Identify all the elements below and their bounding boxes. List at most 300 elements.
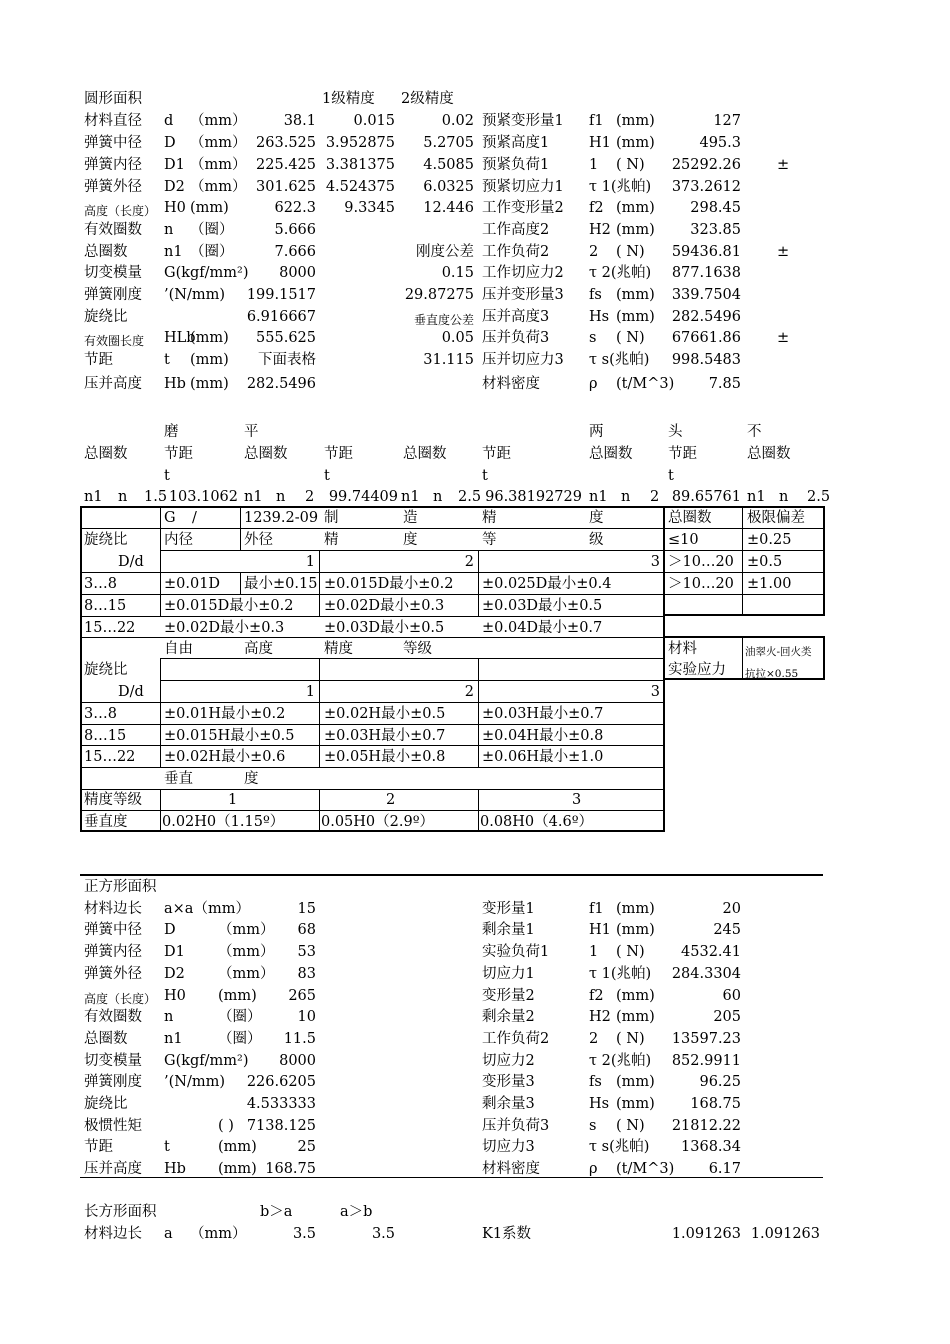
pitch-label: 节距 bbox=[164, 446, 193, 462]
param-label: 压并高度 bbox=[84, 376, 142, 392]
load-value: 4532.41 bbox=[681, 944, 741, 960]
load-label: 变形量2 bbox=[482, 988, 535, 1004]
load-unit: (mm) bbox=[616, 922, 655, 938]
param-symbol: n bbox=[164, 1009, 174, 1025]
tol-hdr: 造 bbox=[403, 510, 418, 526]
grade2-value: 垂直度公差 bbox=[413, 313, 474, 327]
load-label: 变形量3 bbox=[482, 1074, 535, 1090]
pitch-n: n bbox=[433, 489, 443, 505]
param-symbol: D bbox=[164, 135, 176, 151]
param-value: 555.625 bbox=[256, 330, 316, 346]
load-value: 13597.23 bbox=[671, 1031, 741, 1047]
pitch-n1: n1 bbox=[401, 489, 420, 505]
diameter-tolerance: ±0.02D最小±0.3 bbox=[164, 620, 285, 636]
param-label: 压并高度 bbox=[84, 1161, 142, 1177]
pitch-n1: n1 bbox=[589, 489, 608, 505]
diameter-tolerance: ±0.04D最小±0.7 bbox=[482, 620, 603, 636]
load-unit: (mm) bbox=[616, 1096, 655, 1112]
grade-number: 1 bbox=[305, 684, 315, 700]
pitch-count: 1.5 bbox=[144, 489, 168, 505]
param-label: 节距 bbox=[84, 352, 113, 368]
tol-hdr: 级 bbox=[589, 532, 604, 548]
round-title: 圆形面积 bbox=[84, 91, 142, 107]
tol-hdr: 精 bbox=[482, 510, 497, 526]
pitch-value: 99.74409 bbox=[328, 489, 398, 505]
perp-grade-label: 精度等级 bbox=[84, 792, 142, 808]
grade2-header: 2级精度 bbox=[401, 91, 454, 107]
free-height-hdr: 自由 bbox=[164, 641, 193, 657]
load-label: 预紧变形量1 bbox=[482, 113, 564, 129]
param-value: 25 bbox=[297, 1139, 316, 1155]
grade2-value: 0.02 bbox=[441, 113, 474, 129]
height-tolerance: ±0.02H最小±0.5 bbox=[324, 706, 446, 722]
load-label: 预紧高度1 bbox=[482, 135, 550, 151]
diameter-tolerance: ±0.02D最小±0.3 bbox=[324, 598, 445, 614]
param-unit: (mm) bbox=[190, 352, 229, 368]
param-label: 弹簧外径 bbox=[84, 966, 142, 982]
load-unit: ( N) bbox=[616, 1031, 645, 1047]
load-label: 工作负荷2 bbox=[482, 1031, 550, 1047]
param-label: 有效圈长度 bbox=[84, 334, 145, 348]
load-value: 6.17 bbox=[708, 1161, 741, 1177]
tol-slash: / bbox=[192, 510, 197, 526]
load-symbol: ρ bbox=[589, 376, 598, 392]
load-unit: ( N) bbox=[616, 944, 645, 960]
k1-value: 1.091263 bbox=[750, 1226, 820, 1242]
load-value: 21812.22 bbox=[671, 1118, 741, 1134]
pitch-n: n bbox=[621, 489, 631, 505]
load-label: 压并变形量3 bbox=[482, 287, 564, 303]
pitch-n1: n1 bbox=[84, 489, 103, 505]
divider bbox=[80, 1177, 823, 1178]
load-symbol: fs bbox=[589, 1074, 602, 1090]
param-value: 265 bbox=[288, 988, 316, 1004]
load-value: 339.7504 bbox=[671, 287, 741, 303]
grade2-value: 刚度公差 bbox=[416, 244, 474, 260]
param-label: 材料直径 bbox=[84, 113, 142, 129]
param-unit: (mm) bbox=[218, 1139, 257, 1155]
rect-sym: a bbox=[164, 1226, 173, 1242]
param-symbol: D1 bbox=[164, 944, 185, 960]
pitch-t: t bbox=[164, 468, 170, 484]
pitch-h1: 不 bbox=[747, 424, 762, 440]
load-label: 压并负荷3 bbox=[482, 330, 550, 346]
limit-value: ±0.25 bbox=[747, 532, 792, 548]
param-value: 10 bbox=[297, 1009, 316, 1025]
load-value: 205 bbox=[713, 1009, 741, 1025]
load-value: 168.75 bbox=[690, 1096, 741, 1112]
param-label: 节距 bbox=[84, 1139, 113, 1155]
load-value: 25292.26 bbox=[671, 157, 741, 173]
tol-hdr: 度 bbox=[403, 532, 418, 548]
perp-label: 垂直度 bbox=[84, 814, 128, 830]
load-value: 877.1638 bbox=[671, 265, 741, 281]
tol-hdr: 精 bbox=[324, 532, 339, 548]
load-label: 压并切应力3 bbox=[482, 352, 564, 368]
load-value: 7.85 bbox=[708, 376, 741, 392]
tol-hdr: 度 bbox=[589, 510, 604, 526]
grade1-value: 4.524375 bbox=[325, 179, 395, 195]
pitch-t: t bbox=[482, 468, 488, 484]
pitch-label: 总圈数 bbox=[403, 446, 447, 462]
load-symbol: 2 bbox=[589, 244, 599, 260]
param-label: 极惯性矩 bbox=[84, 1118, 142, 1134]
param-label: 弹簧中径 bbox=[84, 922, 142, 938]
param-symbol: n1 bbox=[164, 1031, 183, 1047]
param-value: 下面表格 bbox=[258, 352, 316, 368]
load-label: 实验负荷1 bbox=[482, 944, 550, 960]
param-label: 旋绕比 bbox=[84, 309, 128, 325]
height-tolerance: ±0.02H最小±0.6 bbox=[164, 749, 286, 765]
perp-value: 0.02H0（1.15º） bbox=[162, 814, 285, 830]
rect-value: 3.5 bbox=[292, 1226, 316, 1242]
free-height-hdr: 精度 bbox=[324, 641, 353, 657]
param-unit: (mm) bbox=[190, 200, 229, 216]
param-unit: (mm) bbox=[190, 330, 229, 346]
spring-index-range: 15…22 bbox=[84, 620, 136, 636]
param-value: 11.5 bbox=[283, 1031, 316, 1047]
load-symbol: H2 bbox=[589, 222, 611, 238]
load-value: 245 bbox=[713, 922, 741, 938]
param-label: 切变模量 bbox=[84, 265, 142, 281]
load-label: 预紧负荷1 bbox=[482, 157, 550, 173]
limit-value: ±0.5 bbox=[747, 554, 783, 570]
load-value: 60 bbox=[722, 988, 741, 1004]
rect-unit: （mm） bbox=[190, 1226, 247, 1242]
inner-diameter-header: 内径 bbox=[164, 532, 193, 548]
diameter-tolerance: ±0.03D最小±0.5 bbox=[482, 598, 603, 614]
pitch-label: 节距 bbox=[668, 446, 697, 462]
test-stress-label: 实验应力 bbox=[668, 662, 726, 678]
diameter-tolerance: ±0.015D最小±0.2 bbox=[324, 576, 454, 592]
load-symbol: τ 1(兆帕) bbox=[589, 179, 652, 195]
param-label: 高度（长度） bbox=[84, 204, 157, 218]
pitch-n: n bbox=[118, 489, 128, 505]
param-label: 弹簧内径 bbox=[84, 944, 142, 960]
height-tolerance: ±0.01H最小±0.2 bbox=[164, 706, 286, 722]
param-value: 622.3 bbox=[274, 200, 316, 216]
spring-index-range: 3…8 bbox=[84, 706, 117, 722]
load-value: 67661.86 bbox=[671, 330, 741, 346]
grade2-value: 0.05 bbox=[441, 330, 474, 346]
rect-title: 长方形面积 bbox=[84, 1204, 157, 1220]
perp-value: 0.08H0（4.6º） bbox=[480, 814, 594, 830]
grade-number: 1 bbox=[305, 554, 315, 570]
pitch-value: 89.65761 bbox=[671, 489, 741, 505]
load-value: 96.25 bbox=[699, 1074, 741, 1090]
grade-number: 3 bbox=[650, 554, 660, 570]
param-value: 168.75 bbox=[265, 1161, 316, 1177]
dd-label: D/d bbox=[118, 684, 144, 700]
pitch-h1: 头 bbox=[668, 424, 683, 440]
square-title: 正方形面积 bbox=[84, 879, 157, 895]
param-value: 301.625 bbox=[256, 179, 316, 195]
grade2-value: 6.0325 bbox=[423, 179, 474, 195]
pitch-t: t bbox=[668, 468, 674, 484]
grade-number: 3 bbox=[650, 684, 660, 700]
param-symbol: D bbox=[164, 922, 176, 938]
tol-hdr: 等 bbox=[482, 532, 497, 548]
load-symbol: s bbox=[589, 330, 597, 346]
grade-number: 2 bbox=[464, 554, 474, 570]
param-label: 弹簧刚度 bbox=[84, 1074, 142, 1090]
load-label: 工作变形量2 bbox=[482, 200, 564, 216]
param-value: 263.525 bbox=[256, 135, 316, 151]
free-height-hdr: 等级 bbox=[403, 641, 432, 657]
param-unit: （mm） bbox=[218, 944, 275, 960]
pitch-t: t bbox=[324, 468, 330, 484]
param-unit: （mm） bbox=[218, 966, 275, 982]
param-value: 226.6205 bbox=[246, 1074, 316, 1090]
param-symbol: D2 bbox=[164, 966, 185, 982]
load-unit: (t/M^3) bbox=[616, 376, 675, 392]
load-unit: (t/M^3) bbox=[616, 1161, 675, 1177]
spring-index-range: 15…22 bbox=[84, 749, 136, 765]
param-label: 弹簧内径 bbox=[84, 157, 142, 173]
load-label: 切应力1 bbox=[482, 966, 535, 982]
load-unit: ( N) bbox=[616, 244, 645, 260]
param-value: 282.5496 bbox=[246, 376, 316, 392]
load-unit: (mm) bbox=[616, 222, 655, 238]
height-tolerance: ±0.05H最小±0.8 bbox=[324, 749, 446, 765]
tol-hdr: 制 bbox=[324, 510, 339, 526]
load-label: 预紧切应力1 bbox=[482, 179, 564, 195]
param-value: 6.916667 bbox=[246, 309, 316, 325]
grade-number: 2 bbox=[464, 684, 474, 700]
param-unit: （圈） bbox=[190, 222, 234, 238]
diameter-tolerance: ±0.025D最小±0.4 bbox=[482, 576, 612, 592]
load-label: 工作高度2 bbox=[482, 222, 550, 238]
param-symbol: ’(N/mm) bbox=[164, 1074, 225, 1090]
height-tolerance: ±0.03H最小±0.7 bbox=[324, 728, 446, 744]
load-unit: (mm) bbox=[616, 309, 655, 325]
param-label: 弹簧外径 bbox=[84, 179, 142, 195]
param-label: 弹簧中径 bbox=[84, 135, 142, 151]
load-unit: ( N) bbox=[616, 157, 645, 173]
load-symbol: τ 1(兆帕) bbox=[589, 966, 652, 982]
pitch-label: 节距 bbox=[482, 446, 511, 462]
load-symbol: s bbox=[589, 1118, 597, 1134]
param-symbol: t bbox=[164, 352, 170, 368]
param-unit: （mm） bbox=[190, 135, 247, 151]
load-symbol: τ s(兆帕) bbox=[589, 352, 650, 368]
load-unit: (mm) bbox=[616, 1074, 655, 1090]
param-unit: (mm) bbox=[218, 988, 257, 1004]
param-unit: （mm） bbox=[190, 113, 247, 129]
grade1-value: 9.3345 bbox=[344, 200, 395, 216]
pitch-label: 总圈数 bbox=[747, 446, 791, 462]
grade2-value: 29.87275 bbox=[404, 287, 474, 303]
load-label: 材料密度 bbox=[482, 376, 540, 392]
pitch-h1: 磨 bbox=[164, 424, 179, 440]
param-symbol: H0 bbox=[164, 988, 186, 1004]
grade2-value: 12.446 bbox=[423, 200, 474, 216]
load-value: 282.5496 bbox=[671, 309, 741, 325]
load-label: 工作切应力2 bbox=[482, 265, 564, 281]
load-symbol: H2 bbox=[589, 1009, 611, 1025]
load-label: 剩余量3 bbox=[482, 1096, 535, 1112]
dd-label: D/d bbox=[118, 554, 144, 570]
pitch-label: 总圈数 bbox=[244, 446, 288, 462]
pitch-count: 2 bbox=[305, 489, 315, 505]
diameter-tolerance: ±0.015D最小±0.2 bbox=[164, 598, 294, 614]
load-symbol: H1 bbox=[589, 922, 611, 938]
grade1-value: 0.015 bbox=[353, 113, 395, 129]
param-label: 有效圈数 bbox=[84, 1009, 142, 1025]
divider bbox=[80, 874, 823, 876]
tol-standard: 1239.2-09 bbox=[244, 510, 319, 526]
pitch-n: n bbox=[779, 489, 789, 505]
param-symbol: G(kgf/mm²) bbox=[164, 265, 249, 281]
pitch-label: 总圈数 bbox=[84, 446, 128, 462]
load-label: 工作负荷2 bbox=[482, 244, 550, 260]
load-unit: ( N) bbox=[616, 330, 645, 346]
tol-g: G bbox=[164, 510, 176, 526]
param-value: 8000 bbox=[279, 1053, 316, 1069]
param-value: 225.425 bbox=[256, 157, 316, 173]
load-label: 变形量1 bbox=[482, 901, 535, 917]
diameter-tolerance: 最小±0.15 bbox=[244, 576, 318, 592]
pitch-h1: 两 bbox=[589, 424, 604, 440]
load-value: 284.3304 bbox=[671, 966, 741, 982]
pitch-count: 2.5 bbox=[458, 489, 482, 505]
pitch-count: 2 bbox=[650, 489, 660, 505]
height-tolerance: ±0.04H最小±0.8 bbox=[482, 728, 604, 744]
load-label: 材料密度 bbox=[482, 1161, 540, 1177]
param-unit: （mm） bbox=[218, 922, 275, 938]
param-value: 68 bbox=[297, 922, 316, 938]
outer-diameter-header: 外径 bbox=[244, 532, 273, 548]
grade2-value: 0.15 bbox=[441, 265, 474, 281]
pitch-n1: n1 bbox=[244, 489, 263, 505]
load-value: 1368.34 bbox=[681, 1139, 741, 1155]
load-unit: (mm) bbox=[616, 1009, 655, 1025]
diameter-tolerance: ±0.03D最小±0.5 bbox=[324, 620, 445, 636]
load-value: 323.85 bbox=[690, 222, 741, 238]
plus-minus: ± bbox=[777, 157, 790, 173]
plus-minus: ± bbox=[777, 330, 790, 346]
load-label: 切应力3 bbox=[482, 1139, 535, 1155]
param-value: 7138.125 bbox=[246, 1118, 316, 1134]
free-height-hdr: 高度 bbox=[244, 641, 273, 657]
load-label: 压并高度3 bbox=[482, 309, 550, 325]
param-symbol: HLb bbox=[164, 330, 196, 346]
material-value: 油翠火-回火类 bbox=[745, 646, 812, 658]
param-value: 83 bbox=[297, 966, 316, 982]
param-unit: （圈） bbox=[218, 1009, 262, 1025]
load-symbol: H1 bbox=[589, 135, 611, 151]
param-label: 总圈数 bbox=[84, 244, 128, 260]
load-label: 压并负荷3 bbox=[482, 1118, 550, 1134]
load-label: 剩余量1 bbox=[482, 922, 535, 938]
param-label: 旋绕比 bbox=[84, 1096, 128, 1112]
param-unit: (mm) bbox=[218, 1161, 257, 1177]
load-unit: (mm) bbox=[616, 200, 655, 216]
load-symbol: τ s(兆帕) bbox=[589, 1139, 650, 1155]
pitch-n1: n1 bbox=[747, 489, 766, 505]
param-symbol: n bbox=[164, 222, 174, 238]
pitch-value: 103.1062 bbox=[168, 489, 238, 505]
total-coils-header: 总圈数 bbox=[668, 510, 712, 526]
grade1-value: 3.952875 bbox=[325, 135, 395, 151]
pitch-h1: 平 bbox=[244, 424, 259, 440]
pitch-label: 总圈数 bbox=[589, 446, 633, 462]
param-label: 高度（长度） bbox=[84, 992, 157, 1006]
param-symbol: n1 bbox=[164, 244, 183, 260]
param-symbol: d bbox=[164, 113, 174, 129]
limit-range: ≤10 bbox=[668, 532, 699, 548]
param-value: 38.1 bbox=[283, 113, 316, 129]
load-value: 298.45 bbox=[690, 200, 741, 216]
height-tolerance: ±0.03H最小±0.7 bbox=[482, 706, 604, 722]
load-value: 59436.81 bbox=[671, 244, 741, 260]
param-value: 15 bbox=[297, 901, 316, 917]
load-value: 373.2612 bbox=[671, 179, 741, 195]
param-value: 4.533333 bbox=[246, 1096, 316, 1112]
load-symbol: τ 2(兆帕) bbox=[589, 265, 652, 281]
rect-label: 材料边长 bbox=[84, 1226, 142, 1242]
load-symbol: f2 bbox=[589, 988, 604, 1004]
perp-grade: 3 bbox=[572, 792, 582, 808]
spring-index-range: 8…15 bbox=[84, 598, 127, 614]
load-symbol: f2 bbox=[589, 200, 604, 216]
limit-range: ＞10…20 bbox=[668, 576, 734, 592]
k1-value: 1.091263 bbox=[671, 1226, 741, 1242]
perp-grade: 1 bbox=[228, 792, 238, 808]
param-unit: (mm) bbox=[190, 376, 229, 392]
grade1-value: 3.381375 bbox=[325, 157, 395, 173]
load-symbol: Hs bbox=[589, 1096, 610, 1112]
load-unit: ( N) bbox=[616, 1118, 645, 1134]
load-symbol: 1 bbox=[589, 944, 599, 960]
param-label: 切变模量 bbox=[84, 1053, 142, 1069]
material-label: 材料 bbox=[668, 641, 697, 657]
grade2-value: 4.5085 bbox=[423, 157, 474, 173]
load-value: 998.5483 bbox=[671, 352, 741, 368]
load-symbol: 2 bbox=[589, 1031, 599, 1047]
param-value: 53 bbox=[297, 944, 316, 960]
load-value: 852.9911 bbox=[671, 1053, 741, 1069]
pitch-count: 2.5 bbox=[807, 489, 831, 505]
rect-value: 3.5 bbox=[371, 1226, 395, 1242]
load-value: 495.3 bbox=[699, 135, 741, 151]
load-unit: (mm) bbox=[616, 287, 655, 303]
perp-title: 垂直 bbox=[164, 771, 193, 787]
grade2-value: 31.115 bbox=[423, 352, 474, 368]
param-label: 弹簧刚度 bbox=[84, 287, 142, 303]
rect-case2: a＞b bbox=[340, 1204, 373, 1220]
param-unit: ( ) bbox=[218, 1118, 234, 1134]
limit-range: ＞10…20 bbox=[668, 554, 734, 570]
load-label: 切应力2 bbox=[482, 1053, 535, 1069]
param-symbol: t bbox=[164, 1139, 170, 1155]
param-symbol: D1 bbox=[164, 157, 185, 173]
rect-case1: b＞a bbox=[260, 1204, 293, 1220]
plus-minus: ± bbox=[777, 244, 790, 260]
load-unit: (mm) bbox=[616, 135, 655, 151]
param-value: 7.666 bbox=[274, 244, 316, 260]
limit-deviation-header: 极限偏差 bbox=[747, 510, 805, 526]
param-value: 5.666 bbox=[274, 222, 316, 238]
load-unit: (mm) bbox=[616, 988, 655, 1004]
load-value: 20 bbox=[722, 901, 741, 917]
param-label: 总圈数 bbox=[84, 1031, 128, 1047]
load-unit: (mm) bbox=[616, 901, 655, 917]
param-unit: （圈） bbox=[218, 1031, 262, 1047]
test-stress-value: 抗拉×0.55 bbox=[745, 668, 799, 680]
diameter-tolerance: ±0.01D bbox=[164, 576, 221, 592]
param-unit: （mm） bbox=[190, 179, 247, 195]
